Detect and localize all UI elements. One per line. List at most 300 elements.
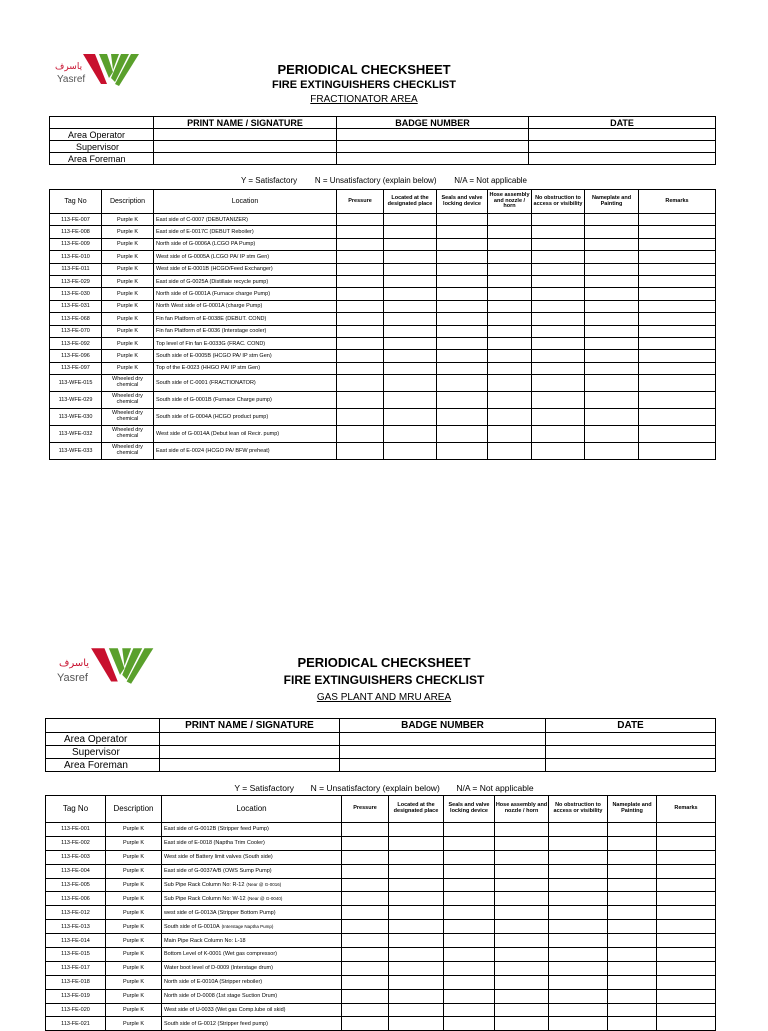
pressure-cell[interactable]: [342, 934, 389, 948]
row-label: Area Foreman: [46, 759, 160, 772]
hose-cell[interactable]: [495, 961, 549, 975]
remarks-cell[interactable]: [657, 934, 716, 948]
seals-cell[interactable]: [444, 892, 495, 906]
pressure-cell[interactable]: [337, 350, 384, 362]
remarks-cell[interactable]: [657, 906, 716, 920]
seals-cell[interactable]: [437, 392, 488, 409]
nameplate-cell[interactable]: [608, 920, 657, 934]
hose-cell[interactable]: [495, 934, 549, 948]
remarks-cell[interactable]: [657, 878, 716, 892]
hose-cell[interactable]: [495, 1003, 549, 1017]
remarks-cell[interactable]: [639, 251, 716, 263]
signature-cell[interactable]: [160, 759, 340, 772]
nameplate-cell[interactable]: [608, 850, 657, 864]
seals-cell[interactable]: [437, 300, 488, 312]
description-cell: Purple K: [102, 362, 154, 374]
seals-cell[interactable]: [437, 350, 488, 362]
located-cell[interactable]: [384, 238, 437, 250]
obstruction-cell[interactable]: [532, 362, 585, 374]
nameplate-cell[interactable]: [585, 226, 639, 238]
nameplate-cell[interactable]: [608, 975, 657, 989]
remarks-cell[interactable]: [639, 375, 716, 392]
hose-cell[interactable]: [488, 375, 532, 392]
nameplate-cell[interactable]: [608, 878, 657, 892]
located-cell[interactable]: [384, 375, 437, 392]
seals-cell[interactable]: [444, 864, 495, 878]
tag-no-cell: 113-WFE-029: [50, 392, 102, 409]
located-cell[interactable]: [384, 251, 437, 263]
seals-cell[interactable]: [444, 989, 495, 1003]
pressure-cell[interactable]: [337, 214, 384, 226]
description-cell: Purple K: [106, 836, 162, 850]
hose-cell[interactable]: [488, 325, 532, 337]
obstruction-cell[interactable]: [549, 892, 608, 906]
hose-cell[interactable]: [488, 443, 532, 460]
nameplate-cell[interactable]: [608, 989, 657, 1003]
hose-cell[interactable]: [495, 906, 549, 920]
located-cell[interactable]: [389, 948, 444, 962]
remarks-cell[interactable]: [639, 263, 716, 275]
obstruction-cell[interactable]: [532, 350, 585, 362]
signature-cell[interactable]: [160, 746, 340, 759]
located-cell[interactable]: [384, 426, 437, 443]
description-cell: Purple K: [106, 920, 162, 934]
location-cell: [154, 238, 337, 250]
badge-cell[interactable]: [340, 746, 546, 759]
nameplate-cell[interactable]: [608, 906, 657, 920]
seals-cell[interactable]: [444, 906, 495, 920]
hose-cell[interactable]: [488, 409, 532, 426]
table-row: [50, 214, 716, 226]
remarks-cell[interactable]: [657, 1003, 716, 1017]
nameplate-cell[interactable]: [585, 409, 639, 426]
nameplate-cell[interactable]: [608, 864, 657, 878]
hose-cell[interactable]: [488, 288, 532, 300]
obstruction-cell[interactable]: [549, 934, 608, 948]
seals-cell[interactable]: [437, 362, 488, 374]
remarks-cell[interactable]: [657, 948, 716, 962]
logo-arabic: ياسرف: [55, 62, 83, 72]
seals-cell[interactable]: [444, 961, 495, 975]
pressure-cell[interactable]: [337, 325, 384, 337]
hose-cell[interactable]: [488, 362, 532, 374]
nameplate-cell[interactable]: [585, 263, 639, 275]
hose-cell[interactable]: [495, 989, 549, 1003]
location-text: East side of E-0024 (HCGO PA/ BFW preheat): [156, 448, 270, 455]
pressure-cell[interactable]: [337, 226, 384, 238]
location-text: East side of C-0007 (DEBUTANIZER): [156, 216, 248, 223]
remarks-cell[interactable]: [657, 975, 716, 989]
located-cell[interactable]: [389, 934, 444, 948]
hose-cell[interactable]: [488, 337, 532, 349]
badge-cell[interactable]: [340, 733, 546, 746]
hose-cell[interactable]: [488, 214, 532, 226]
location-cell: [154, 214, 337, 226]
hose-cell[interactable]: [495, 878, 549, 892]
hose-cell[interactable]: [488, 300, 532, 312]
description-cell: Purple K: [102, 313, 154, 325]
seals-cell[interactable]: [437, 288, 488, 300]
pressure-cell[interactable]: [337, 362, 384, 374]
tag-no-cell: 113-FE-005: [46, 878, 106, 892]
obstruction-cell[interactable]: [532, 288, 585, 300]
description-cell: Purple K: [106, 989, 162, 1003]
tag-no-cell: 113-FE-068: [50, 313, 102, 325]
remarks-cell[interactable]: [657, 850, 716, 864]
pressure-cell[interactable]: [337, 300, 384, 312]
description-cell: Purple K: [102, 214, 154, 226]
located-cell[interactable]: [384, 275, 437, 287]
description-cell: Purple K: [106, 823, 162, 837]
located-cell[interactable]: [384, 362, 437, 374]
seals-cell[interactable]: [444, 1003, 495, 1017]
badge-cell[interactable]: [337, 153, 529, 165]
remarks-cell[interactable]: [639, 275, 716, 287]
remarks-cell[interactable]: [657, 864, 716, 878]
signature-cell[interactable]: [154, 153, 337, 165]
obstruction-cell[interactable]: [532, 325, 585, 337]
description-cell: Purple K: [102, 300, 154, 312]
located-cell[interactable]: [389, 906, 444, 920]
seals-cell[interactable]: [437, 226, 488, 238]
seals-cell[interactable]: [437, 375, 488, 392]
remarks-cell[interactable]: [639, 362, 716, 374]
seals-cell[interactable]: [437, 238, 488, 250]
obstruction-cell[interactable]: [549, 989, 608, 1003]
seals-cell[interactable]: [444, 836, 495, 850]
nameplate-cell[interactable]: [585, 275, 639, 287]
located-cell[interactable]: [384, 214, 437, 226]
date-cell[interactable]: [529, 129, 716, 141]
obstruction-cell[interactable]: [532, 443, 585, 460]
remarks-cell[interactable]: [639, 409, 716, 426]
located-cell[interactable]: [384, 443, 437, 460]
signature-cell[interactable]: [160, 733, 340, 746]
obstruction-cell[interactable]: [549, 823, 608, 837]
seals-cell[interactable]: [437, 443, 488, 460]
obstruction-cell[interactable]: [549, 864, 608, 878]
nameplate-cell[interactable]: [585, 350, 639, 362]
seals-cell[interactable]: [444, 823, 495, 837]
located-cell[interactable]: [389, 850, 444, 864]
seals-cell[interactable]: [437, 337, 488, 349]
obstruction-cell[interactable]: [532, 409, 585, 426]
pressure-cell[interactable]: [342, 878, 389, 892]
located-cell[interactable]: [389, 961, 444, 975]
remarks-cell[interactable]: [639, 288, 716, 300]
nameplate-cell[interactable]: [585, 251, 639, 263]
obstruction-cell[interactable]: [532, 226, 585, 238]
obstruction-cell[interactable]: [549, 1003, 608, 1017]
pressure-cell[interactable]: [337, 409, 384, 426]
located-cell[interactable]: [384, 337, 437, 349]
located-cell[interactable]: [384, 313, 437, 325]
nameplate-cell[interactable]: [585, 325, 639, 337]
located-cell[interactable]: [389, 892, 444, 906]
nameplate-cell[interactable]: [585, 392, 639, 409]
obstruction-cell[interactable]: [532, 426, 585, 443]
nameplate-cell[interactable]: [585, 288, 639, 300]
location-cell: [154, 443, 337, 460]
obstruction-cell[interactable]: [532, 375, 585, 392]
hose-cell[interactable]: [495, 975, 549, 989]
seals-cell[interactable]: [437, 263, 488, 275]
seals-cell[interactable]: [444, 878, 495, 892]
location-cell: [162, 961, 342, 975]
nameplate-cell[interactable]: [585, 362, 639, 374]
location-text: Bottom Level of K-0001 (Wet gas compressor): [164, 951, 278, 958]
obstruction-cell[interactable]: [532, 251, 585, 263]
hose-cell[interactable]: [495, 948, 549, 962]
obstruction-cell[interactable]: [532, 238, 585, 250]
pressure-cell[interactable]: [337, 288, 384, 300]
hose-cell[interactable]: [488, 392, 532, 409]
seals-cell[interactable]: [437, 214, 488, 226]
date-cell[interactable]: [546, 759, 716, 772]
date-cell[interactable]: [546, 733, 716, 746]
hose-cell[interactable]: [488, 275, 532, 287]
pressure-cell[interactable]: [337, 275, 384, 287]
tag-no-cell: 113-FE-070: [50, 325, 102, 337]
nameplate-cell[interactable]: [585, 300, 639, 312]
obstruction-cell[interactable]: [549, 850, 608, 864]
seals-cell[interactable]: [437, 313, 488, 325]
pressure-cell[interactable]: [337, 443, 384, 460]
seals-cell[interactable]: [444, 850, 495, 864]
row-label: Supervisor: [50, 141, 154, 153]
pressure-cell[interactable]: [342, 961, 389, 975]
col-description: Description: [102, 190, 154, 214]
obstruction-cell[interactable]: [532, 300, 585, 312]
pressure-cell[interactable]: [337, 375, 384, 392]
table-row: [50, 443, 716, 460]
seals-cell[interactable]: [444, 975, 495, 989]
pressure-cell[interactable]: [342, 1003, 389, 1017]
nameplate-cell[interactable]: [585, 214, 639, 226]
hose-cell[interactable]: [488, 313, 532, 325]
remarks-cell[interactable]: [657, 961, 716, 975]
remarks-cell[interactable]: [639, 226, 716, 238]
located-cell[interactable]: [384, 325, 437, 337]
table-row: [50, 350, 716, 362]
remarks-cell[interactable]: [639, 337, 716, 349]
obstruction-cell[interactable]: [549, 906, 608, 920]
col-located: Located at the designated place: [389, 796, 444, 823]
obstruction-cell[interactable]: [549, 948, 608, 962]
logo-arabic: ياسرف: [59, 658, 90, 669]
remarks-cell[interactable]: [639, 238, 716, 250]
seals-cell[interactable]: [437, 251, 488, 263]
located-cell[interactable]: [384, 226, 437, 238]
pressure-cell[interactable]: [337, 392, 384, 409]
pressure-cell[interactable]: [337, 263, 384, 275]
pressure-cell[interactable]: [337, 337, 384, 349]
hose-cell[interactable]: [495, 850, 549, 864]
located-cell[interactable]: [384, 392, 437, 409]
description-cell: Purple K: [106, 975, 162, 989]
hose-cell[interactable]: [495, 864, 549, 878]
located-cell[interactable]: [389, 989, 444, 1003]
obstruction-cell[interactable]: [532, 263, 585, 275]
date-cell[interactable]: [529, 153, 716, 165]
seals-cell[interactable]: [437, 426, 488, 443]
nameplate-cell[interactable]: [585, 426, 639, 443]
remarks-cell[interactable]: [639, 426, 716, 443]
pressure-cell[interactable]: [337, 426, 384, 443]
hose-cell[interactable]: [488, 350, 532, 362]
logo-english: Yasref: [57, 74, 86, 85]
nameplate-cell[interactable]: [608, 836, 657, 850]
legend: [0, 176, 768, 185]
obstruction-cell[interactable]: [549, 878, 608, 892]
remarks-cell[interactable]: [639, 214, 716, 226]
date-cell[interactable]: [546, 746, 716, 759]
row-label: Supervisor: [46, 746, 160, 759]
tag-no-cell: 113-FE-017: [46, 961, 106, 975]
remarks-cell[interactable]: [639, 350, 716, 362]
legend-y: Y = Satisfactory: [234, 783, 295, 793]
location-text: East side of E-0017C (DEBUT Reboiler): [156, 229, 254, 236]
pressure-cell[interactable]: [337, 251, 384, 263]
obstruction-cell[interactable]: [532, 392, 585, 409]
description-cell: Purple K: [106, 892, 162, 906]
location-text: East side of G-0012B (Stripper feed Pump): [164, 826, 269, 833]
table-row: [46, 948, 716, 962]
remarks-cell[interactable]: [657, 836, 716, 850]
col-located: Located at the designated place: [384, 190, 437, 214]
pressure-cell[interactable]: [342, 948, 389, 962]
nameplate-cell[interactable]: [608, 934, 657, 948]
located-cell[interactable]: [389, 975, 444, 989]
table-row: [46, 850, 716, 864]
location-text: West side of G-0005A (LCGO PA/ IP stm Gen): [156, 253, 270, 260]
pressure-cell[interactable]: [342, 864, 389, 878]
nameplate-cell[interactable]: [608, 948, 657, 962]
seals-cell[interactable]: [437, 409, 488, 426]
location-text: West side of U-0033 (Wet gas Comp.lube oil skid): [164, 1007, 286, 1014]
location-cell: [162, 934, 342, 948]
signature-cell[interactable]: [154, 129, 337, 141]
pressure-cell[interactable]: [342, 906, 389, 920]
located-cell[interactable]: [384, 263, 437, 275]
pressure-cell[interactable]: [342, 975, 389, 989]
seals-cell[interactable]: [444, 920, 495, 934]
nameplate-cell[interactable]: [585, 375, 639, 392]
signature-cell[interactable]: [154, 141, 337, 153]
date-cell[interactable]: [529, 141, 716, 153]
remarks-cell[interactable]: [657, 892, 716, 906]
badge-cell[interactable]: [340, 759, 546, 772]
pressure-cell[interactable]: [337, 238, 384, 250]
area-name: FRACTIONATOR AREA: [310, 94, 418, 105]
located-cell[interactable]: [389, 878, 444, 892]
nameplate-cell[interactable]: [608, 892, 657, 906]
remarks-cell[interactable]: [639, 300, 716, 312]
hose-cell[interactable]: [488, 251, 532, 263]
pressure-cell[interactable]: [342, 892, 389, 906]
remarks-cell[interactable]: [657, 989, 716, 1003]
located-cell[interactable]: [384, 350, 437, 362]
located-cell[interactable]: [389, 1003, 444, 1017]
hose-cell[interactable]: [495, 836, 549, 850]
remarks-cell[interactable]: [657, 920, 716, 934]
table-row: [46, 989, 716, 1003]
obstruction-cell[interactable]: [532, 214, 585, 226]
obstruction-cell[interactable]: [549, 836, 608, 850]
remarks-cell[interactable]: [639, 443, 716, 460]
pressure-cell[interactable]: [342, 823, 389, 837]
table-row: [50, 300, 716, 312]
description-cell: Purple K: [106, 948, 162, 962]
located-cell[interactable]: [389, 823, 444, 837]
located-cell[interactable]: [389, 864, 444, 878]
remarks-cell[interactable]: [657, 823, 716, 837]
hose-cell[interactable]: [495, 823, 549, 837]
located-cell[interactable]: [384, 409, 437, 426]
located-cell[interactable]: [384, 288, 437, 300]
located-cell[interactable]: [389, 836, 444, 850]
obstruction-cell[interactable]: [532, 275, 585, 287]
nameplate-cell[interactable]: [585, 238, 639, 250]
hose-cell[interactable]: [488, 238, 532, 250]
hose-cell[interactable]: [488, 426, 532, 443]
description-cell: Wheeled dry chemical: [102, 443, 154, 460]
badge-cell[interactable]: [337, 141, 529, 153]
nameplate-cell[interactable]: [608, 823, 657, 837]
location-note: (Near @ G-0016): [246, 882, 282, 887]
nameplate-cell[interactable]: [585, 337, 639, 349]
hose-cell[interactable]: [488, 263, 532, 275]
hose-cell[interactable]: [495, 920, 549, 934]
hose-cell[interactable]: [488, 226, 532, 238]
seals-cell[interactable]: [437, 275, 488, 287]
description-cell: Purple K: [102, 350, 154, 362]
obstruction-cell[interactable]: [532, 313, 585, 325]
pressure-cell[interactable]: [342, 989, 389, 1003]
pressure-cell[interactable]: [337, 313, 384, 325]
nameplate-cell[interactable]: [608, 1003, 657, 1017]
nameplate-cell[interactable]: [585, 443, 639, 460]
pressure-cell[interactable]: [342, 850, 389, 864]
remarks-cell[interactable]: [639, 313, 716, 325]
col-tag-no: Tag No: [50, 190, 102, 214]
description-cell: Purple K: [102, 251, 154, 263]
remarks-cell[interactable]: [639, 325, 716, 337]
col-tag-no: Tag No: [46, 796, 106, 823]
located-cell[interactable]: [384, 300, 437, 312]
obstruction-cell[interactable]: [549, 961, 608, 975]
obstruction-cell[interactable]: [549, 975, 608, 989]
header-date: DATE: [546, 719, 716, 733]
obstruction-cell[interactable]: [549, 920, 608, 934]
obstruction-cell[interactable]: [532, 337, 585, 349]
seals-cell[interactable]: [444, 948, 495, 962]
location-text: South side of G-0001B (Furnace Charge pump): [156, 397, 272, 404]
pressure-cell[interactable]: [342, 920, 389, 934]
seals-cell[interactable]: [444, 934, 495, 948]
badge-cell[interactable]: [337, 129, 529, 141]
pressure-cell[interactable]: [342, 836, 389, 850]
remarks-cell[interactable]: [639, 392, 716, 409]
location-text: South side of G-0010A: [164, 923, 220, 930]
table-row: [50, 275, 716, 287]
located-cell[interactable]: [389, 920, 444, 934]
hose-cell[interactable]: [495, 892, 549, 906]
nameplate-cell[interactable]: [585, 313, 639, 325]
nameplate-cell[interactable]: [608, 961, 657, 975]
seals-cell[interactable]: [437, 325, 488, 337]
location-cell: [162, 864, 342, 878]
